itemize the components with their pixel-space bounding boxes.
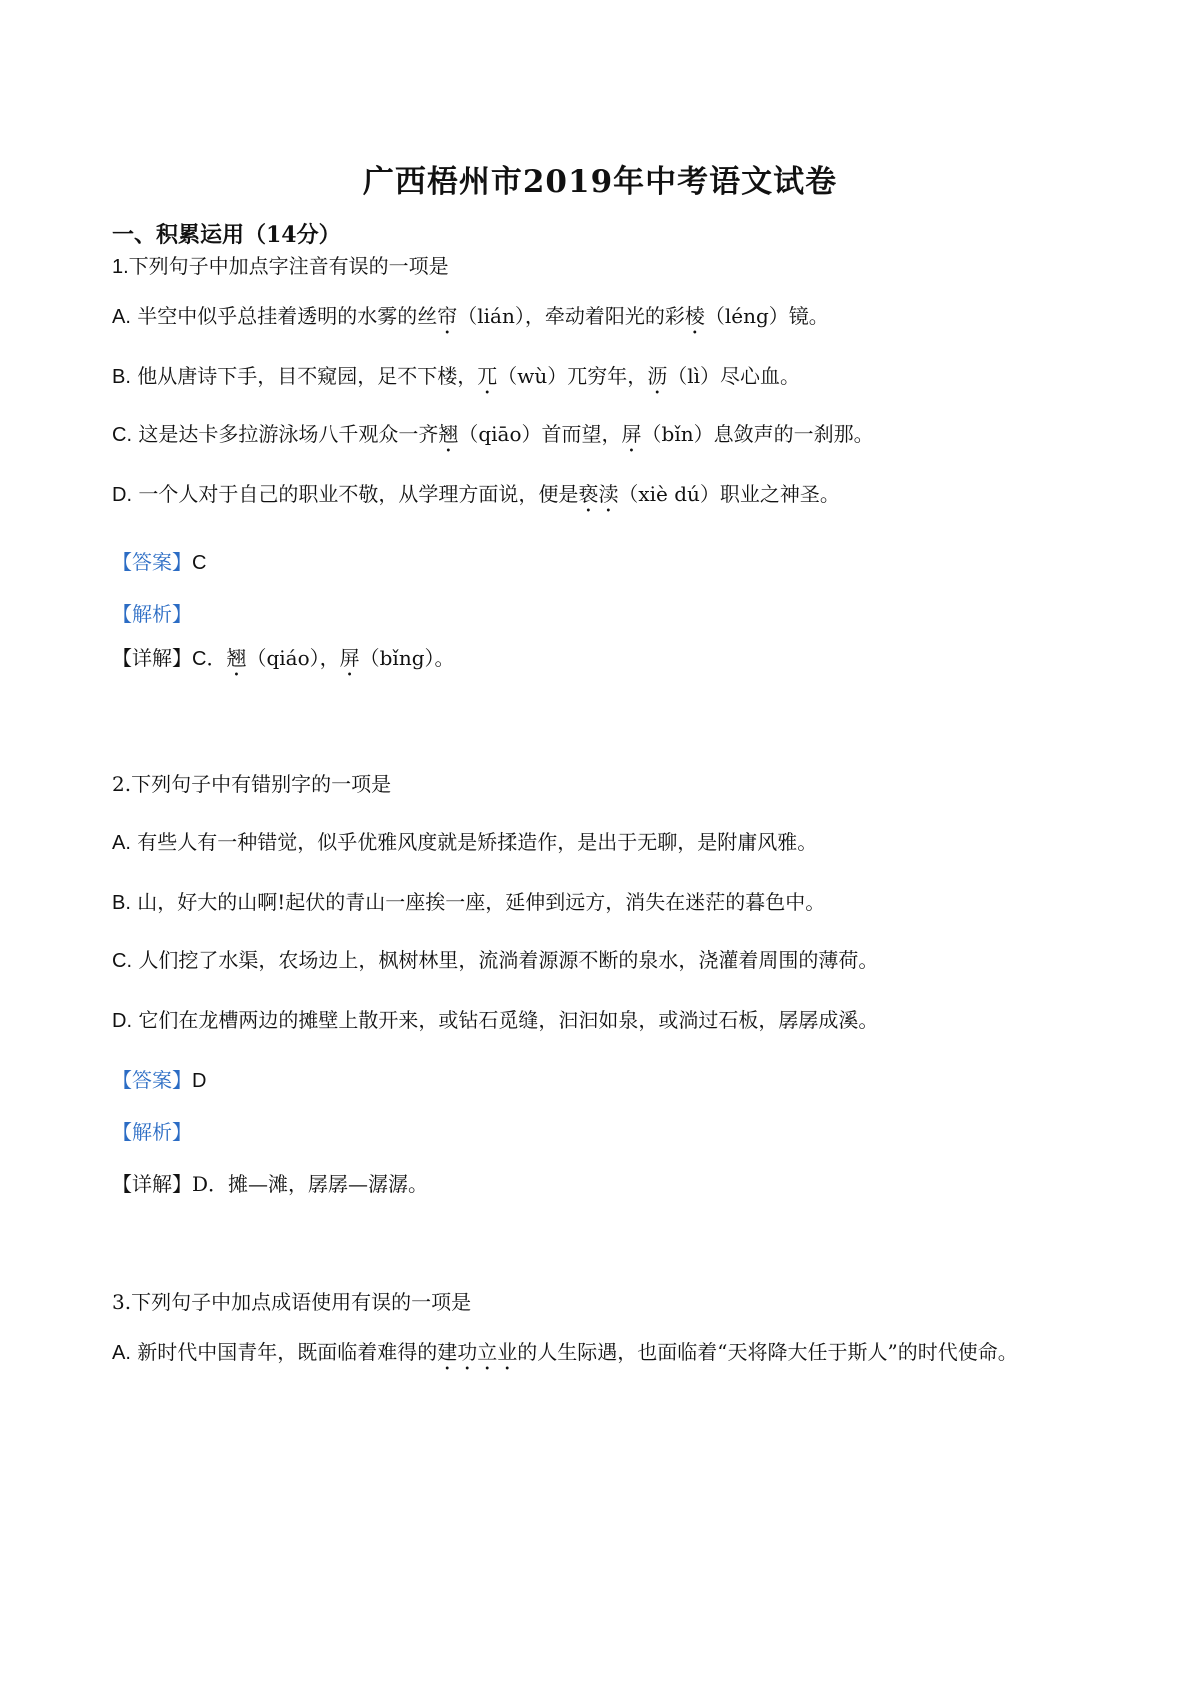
option-label: A. [112, 1342, 131, 1364]
option-label: A. [112, 832, 131, 854]
question-2-answer [112, 1066, 206, 1095]
page-title: 广西梧州市2019年中考语文试卷 [362, 164, 838, 200]
dotted-char: 翘 [226, 646, 247, 670]
dotted-char: 亵渎 [578, 482, 619, 506]
detail-text: C． [192, 648, 227, 670]
section-heading: 一、积累运用（14分） [112, 222, 341, 248]
option-label: A. [112, 306, 131, 328]
question-1-answer [112, 548, 206, 577]
option-label: B. [112, 366, 131, 388]
dotted-idiom: 建功立业 [437, 1340, 518, 1364]
question-2-option-d [112, 1006, 878, 1035]
option-text: （léng）镜。 [704, 304, 829, 328]
question-1-option-c [112, 420, 874, 457]
option-text: （qiāo）首而望， [458, 422, 622, 446]
option-text: 有些人有一种错觉，似乎优雅风度就是矫揉造作，是出于无聊，是附庸风雅。 [137, 830, 818, 854]
option-text: 他从唐诗下手，目不窥园，足不下楼， [137, 364, 478, 388]
dotted-char: 兀 [477, 364, 498, 388]
dotted-char: 棱 [684, 304, 705, 328]
question-1-stem [112, 252, 449, 281]
option-label: D. [112, 1010, 132, 1032]
dotted-char: 屏 [339, 646, 360, 670]
question-1-text: 1.下列句子中加点字注音有误的一项是 [112, 256, 449, 278]
option-label: D. [112, 484, 132, 506]
option-text: （wù）兀穷年， [497, 364, 648, 388]
option-text: 人们挖了水渠，农场边上，枫树林里，流淌着源源不断的泉水，浇灌着周围的薄荷。 [138, 948, 879, 972]
option-label: C. [112, 424, 132, 446]
detail-tag: 【详解】 [112, 646, 192, 670]
option-text: 一个人对于自己的职业不敬，从学理方面说，便是 [138, 482, 579, 506]
question-2-stem: 2.下列句子中有错别字的一项是 [112, 772, 392, 796]
question-3-option-a [112, 1338, 1018, 1375]
question-3-stem: 3.下列句子中加点成语使用有误的一项是 [112, 1290, 472, 1314]
option-label: B. [112, 892, 131, 914]
option-text: 的人生际遇，也面临着“天将降大任于斯人”的时代使命。 [517, 1340, 1018, 1364]
answer-value: C [192, 552, 207, 574]
question-1-option-a [112, 302, 829, 339]
option-text: （bǐn）息敛声的一刹那。 [641, 422, 874, 446]
question-2-option-c [112, 946, 878, 975]
option-text: 半空中似乎总挂着透明的水雾的丝 [137, 304, 438, 328]
question-2-analysis: 【解析】 [112, 1120, 192, 1144]
option-label: C. [112, 950, 132, 972]
option-text: （lián），牵动着阳光的彩 [457, 304, 685, 328]
option-text: 这是达卡多拉游泳场八千观众一齐 [138, 422, 439, 446]
option-text: （lì）尽心血。 [667, 364, 801, 388]
answer-tag: 【答案】 [112, 550, 192, 574]
question-2-option-a [112, 828, 817, 857]
dotted-char: 帘 [437, 304, 458, 328]
detail-text: （qiáo）， [246, 646, 340, 670]
question-1-detail [112, 644, 455, 681]
detail-text: D．摊—滩，孱孱—潺潺。 [192, 1172, 429, 1196]
question-1-option-b [112, 362, 800, 399]
answer-value: D [192, 1070, 207, 1092]
answer-tag: 【答案】 [112, 1068, 192, 1092]
question-1-option-d [112, 480, 840, 517]
option-text: 它们在龙槽两边的摊壁上散开来，或钻石觅缝，汩汩如泉，或淌过石板，孱孱成溪。 [138, 1008, 879, 1032]
question-2-detail [112, 1170, 428, 1198]
option-text: （xiè dú）职业之神圣。 [618, 482, 840, 506]
detail-tag: 【详解】 [112, 1172, 192, 1196]
option-text: 山，好大的山啊!起伏的青山一座挨一座，延伸到远方，消失在迷茫的暮色中。 [137, 890, 826, 914]
dotted-char: 沥 [647, 364, 668, 388]
question-1-analysis: 【解析】 [112, 602, 192, 626]
detail-text: （bǐng）。 [359, 646, 455, 670]
option-text: 新时代中国青年，既面临着难得的 [137, 1340, 438, 1364]
dotted-char: 屏 [621, 422, 642, 446]
question-2-option-b [112, 888, 825, 917]
dotted-char: 翘 [438, 422, 459, 446]
